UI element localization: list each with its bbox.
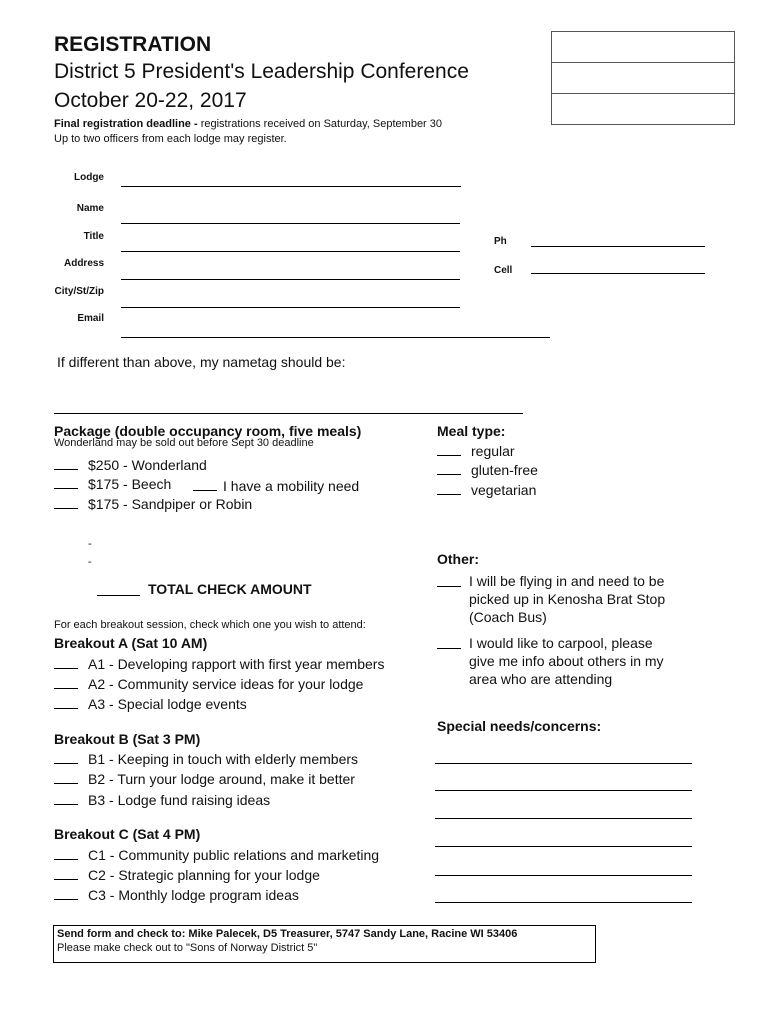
breakout-option-label: C3 - Monthly lodge program ideas xyxy=(88,887,299,903)
meal-option[interactable] xyxy=(437,462,538,478)
phone-label: Ph xyxy=(494,236,507,247)
meal-option-label: gluten-free xyxy=(471,462,538,478)
breakout-option[interactable] xyxy=(54,887,299,903)
form-title: REGISTRATION xyxy=(54,33,212,56)
office-use-cell[interactable] xyxy=(552,63,734,94)
title-field[interactable] xyxy=(121,251,460,252)
breakout-checkbox[interactable] xyxy=(54,696,78,709)
special-needs-line[interactable] xyxy=(435,875,692,876)
dash-mark: - xyxy=(88,538,92,550)
office-use-cell[interactable] xyxy=(552,94,734,124)
breakout-option[interactable] xyxy=(54,847,379,863)
package-option[interactable] xyxy=(54,496,252,512)
breakout-option-label: C1 - Community public relations and marketing xyxy=(88,847,380,863)
meal-heading: Meal type: xyxy=(437,423,506,439)
meal-checkbox[interactable] xyxy=(437,482,461,495)
package-checkbox[interactable] xyxy=(54,476,78,489)
name-field[interactable] xyxy=(121,223,460,224)
flying-line: picked up in Kenosha Brat Stop xyxy=(469,591,666,607)
nametag-prompt: If different than above, my nametag should be: xyxy=(57,354,346,370)
carpool-line: area who are attending xyxy=(469,671,613,687)
total-amount-field[interactable] xyxy=(97,595,140,596)
mailing-address: Send form and check to: Mike Palecek, D5 Treasurer, 5747 Sandy Lane, Racine WI 53406 xyxy=(57,928,518,940)
phone-field[interactable] xyxy=(531,246,705,247)
special-needs-line[interactable] xyxy=(435,902,692,903)
breakout-checkbox[interactable] xyxy=(54,656,78,669)
special-needs-line[interactable] xyxy=(435,790,692,791)
breakout-option-label: B2 - Turn your lodge around, make it better xyxy=(88,771,355,787)
breakout-option[interactable] xyxy=(54,696,247,712)
breakout-a-heading: Breakout A (Sat 10 AM) xyxy=(54,635,208,651)
meal-option-label: vegetarian xyxy=(471,482,537,498)
flying-line: I will be flying in and need to be xyxy=(469,573,665,589)
meal-option-label: regular xyxy=(471,443,515,459)
package-checkbox[interactable] xyxy=(54,496,78,509)
meal-option[interactable] xyxy=(437,443,515,459)
package-note: Wonderland may be sold out before Sept 30 deadline xyxy=(54,437,314,449)
breakout-option-label: C2 - Strategic planning for your lodge xyxy=(88,867,320,883)
breakout-b-heading: Breakout B (Sat 3 PM) xyxy=(54,731,201,747)
nametag-field[interactable] xyxy=(54,413,523,414)
package-option-label: $175 - Beech xyxy=(88,476,172,492)
breakout-option[interactable] xyxy=(54,867,320,883)
special-needs-line[interactable] xyxy=(435,846,692,847)
cell-field[interactable] xyxy=(531,273,705,274)
special-needs-heading: Special needs/concerns: xyxy=(437,718,602,734)
city-field[interactable] xyxy=(121,307,460,308)
other-heading: Other: xyxy=(437,551,479,567)
package-option[interactable] xyxy=(54,476,171,492)
breakout-option-label: B1 - Keeping in touch with elderly members xyxy=(88,751,359,767)
conference-name: District 5 President's Leadership Conference xyxy=(54,60,469,83)
breakout-intro: For each breakout session, check which one you wish to attend: xyxy=(54,619,366,631)
breakout-option[interactable] xyxy=(54,676,363,692)
breakout-checkbox[interactable] xyxy=(54,676,78,689)
breakout-checkbox[interactable] xyxy=(54,867,78,880)
check-payee-note: Please make check out to "Sons of Norway District 5" xyxy=(57,942,318,954)
breakout-option[interactable] xyxy=(54,751,358,767)
lodge-field[interactable] xyxy=(121,186,461,187)
special-needs-line[interactable] xyxy=(435,818,692,819)
deadline-text: registrations received on Saturday, September 30 xyxy=(197,118,443,130)
carpool-checkbox[interactable] xyxy=(437,636,461,649)
package-checkbox[interactable] xyxy=(54,457,78,470)
conference-date: October 20-22, 2017 xyxy=(54,89,247,112)
breakout-option-label: A3 - Special lodge events xyxy=(88,696,247,712)
title-label: Title xyxy=(83,231,104,242)
email-label: Email xyxy=(77,313,104,324)
breakout-option[interactable] xyxy=(54,656,384,672)
breakout-option[interactable] xyxy=(54,771,355,787)
package-option[interactable] xyxy=(54,457,207,473)
cell-label: Cell xyxy=(494,265,513,276)
package-option-label: $250 - Wonderland xyxy=(88,457,207,473)
breakout-option[interactable] xyxy=(54,792,270,808)
meal-option[interactable] xyxy=(437,482,536,498)
breakout-checkbox[interactable] xyxy=(54,792,78,805)
package-heading: Package (double occupancy room, five meals) xyxy=(54,423,362,439)
meal-checkbox[interactable] xyxy=(437,462,461,475)
breakout-checkbox[interactable] xyxy=(54,847,78,860)
total-label: TOTAL CHECK AMOUNT xyxy=(148,581,312,597)
mailing-instructions-box xyxy=(53,925,596,963)
package-option-label: $175 - Sandpiper or Robin xyxy=(88,496,253,512)
carpool-line: give me info about others in my xyxy=(469,653,664,669)
breakout-checkbox[interactable] xyxy=(54,751,78,764)
city-label: City/St/Zip xyxy=(54,286,104,297)
lodge-label: Lodge xyxy=(74,172,104,183)
breakout-c-heading: Breakout C (Sat 4 PM) xyxy=(54,826,201,842)
deadline-label: Final registration deadline - xyxy=(54,118,198,130)
mobility-label: I have a mobility need xyxy=(223,478,360,494)
name-label: Name xyxy=(76,203,104,214)
meal-checkbox[interactable] xyxy=(437,443,461,456)
flying-option xyxy=(469,572,665,626)
breakout-checkbox[interactable] xyxy=(54,887,78,900)
office-use-box xyxy=(551,31,735,125)
breakout-option-label: A2 - Community service ideas for your lodge xyxy=(88,676,364,692)
email-field[interactable] xyxy=(121,337,550,338)
address-label: Address xyxy=(63,258,104,269)
dash-mark: - xyxy=(88,556,92,568)
flying-checkbox[interactable] xyxy=(437,574,461,587)
breakout-option-label: B3 - Lodge fund raising ideas xyxy=(88,792,271,808)
address-field[interactable] xyxy=(121,279,460,280)
breakout-checkbox[interactable] xyxy=(54,771,78,784)
breakout-option-label: A1 - Developing rapport with first year members xyxy=(88,656,385,672)
officers-note: Up to two officers from each lodge may register. xyxy=(54,133,287,145)
office-use-cell[interactable] xyxy=(552,32,734,63)
mobility-option[interactable] xyxy=(193,478,359,494)
mobility-checkbox[interactable] xyxy=(193,478,217,491)
carpool-line: I would like to carpool, please xyxy=(469,635,653,651)
flying-line: (Coach Bus) xyxy=(469,609,547,625)
carpool-option xyxy=(469,634,664,688)
special-needs-line[interactable] xyxy=(435,763,692,764)
deadline-note xyxy=(54,118,442,130)
